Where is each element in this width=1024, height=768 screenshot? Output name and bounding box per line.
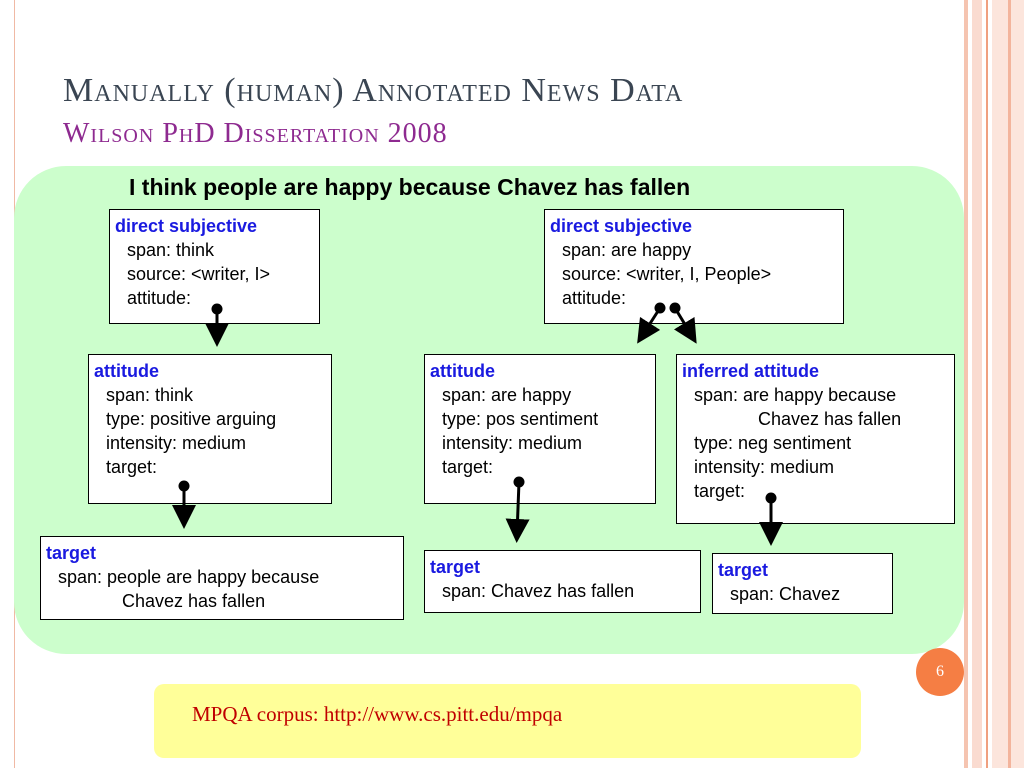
box-heading: direct subjective: [115, 216, 258, 236]
box-line-span-continued: Chavez has fallen: [758, 409, 902, 429]
box-line-span-continued: Chavez has fallen: [122, 591, 266, 611]
box-line-target: target:: [694, 481, 746, 501]
box-heading: attitude: [430, 361, 495, 381]
example-sentence: I think people are happy because Chavez has fallen: [129, 174, 691, 200]
page-number-badge: 6: [916, 648, 964, 696]
box-heading: target: [46, 543, 97, 563]
box-line-type: type: positive arguing: [106, 409, 277, 429]
box-line-span: span: Chavez has fallen: [442, 581, 635, 601]
target-box-chavez: [712, 553, 893, 614]
box-line-span: span: think: [106, 385, 194, 405]
direct-subjective-box-are-happy: [544, 209, 844, 324]
slide-subtitle: Wilson PhD Dissertation 2008: [63, 118, 448, 149]
box-line-span: span: are happy: [562, 240, 692, 260]
box-line-span: span: are happy because: [694, 385, 897, 405]
box-line-source: source: <writer, I>: [127, 264, 271, 284]
box-line-intensity: intensity: medium: [106, 433, 247, 453]
slide-title: Manually (human) Annotated News Data: [63, 72, 684, 109]
box-line-span: span: think: [127, 240, 215, 260]
footer-text: MPQA corpus: http://www.cs.pitt.edu/mpqa: [192, 702, 563, 726]
box-line-target: target:: [442, 457, 494, 477]
decorative-stripes: [964, 0, 1024, 768]
box-line-span: span: Chavez: [730, 584, 841, 604]
box-line-attitude: attitude:: [562, 288, 627, 308]
inferred-attitude-box: [676, 354, 955, 524]
box-heading: target: [718, 560, 769, 580]
target-box-chavez-has-fallen: [424, 550, 701, 613]
box-line-span: span: people are happy because: [58, 567, 320, 587]
box-line-attitude: attitude:: [127, 288, 192, 308]
box-line-span: span: are happy: [442, 385, 572, 405]
box-line-type: type: neg sentiment: [694, 433, 852, 453]
box-line-source: source: <writer, I, People>: [562, 264, 772, 284]
attitude-box-think: [88, 354, 332, 504]
footer-note: [154, 684, 861, 758]
box-line-intensity: intensity: medium: [694, 457, 835, 477]
direct-subjective-box-think: [109, 209, 320, 324]
box-heading: target: [430, 557, 481, 577]
target-box-people-are-happy: [40, 536, 404, 620]
box-heading: inferred attitude: [682, 361, 820, 381]
box-heading: attitude: [94, 361, 159, 381]
box-line-intensity: intensity: medium: [442, 433, 583, 453]
box-line-type: type: pos sentiment: [442, 409, 599, 429]
box-line-target: target:: [106, 457, 158, 477]
box-heading: direct subjective: [550, 216, 693, 236]
attitude-box-are-happy: [424, 354, 656, 504]
